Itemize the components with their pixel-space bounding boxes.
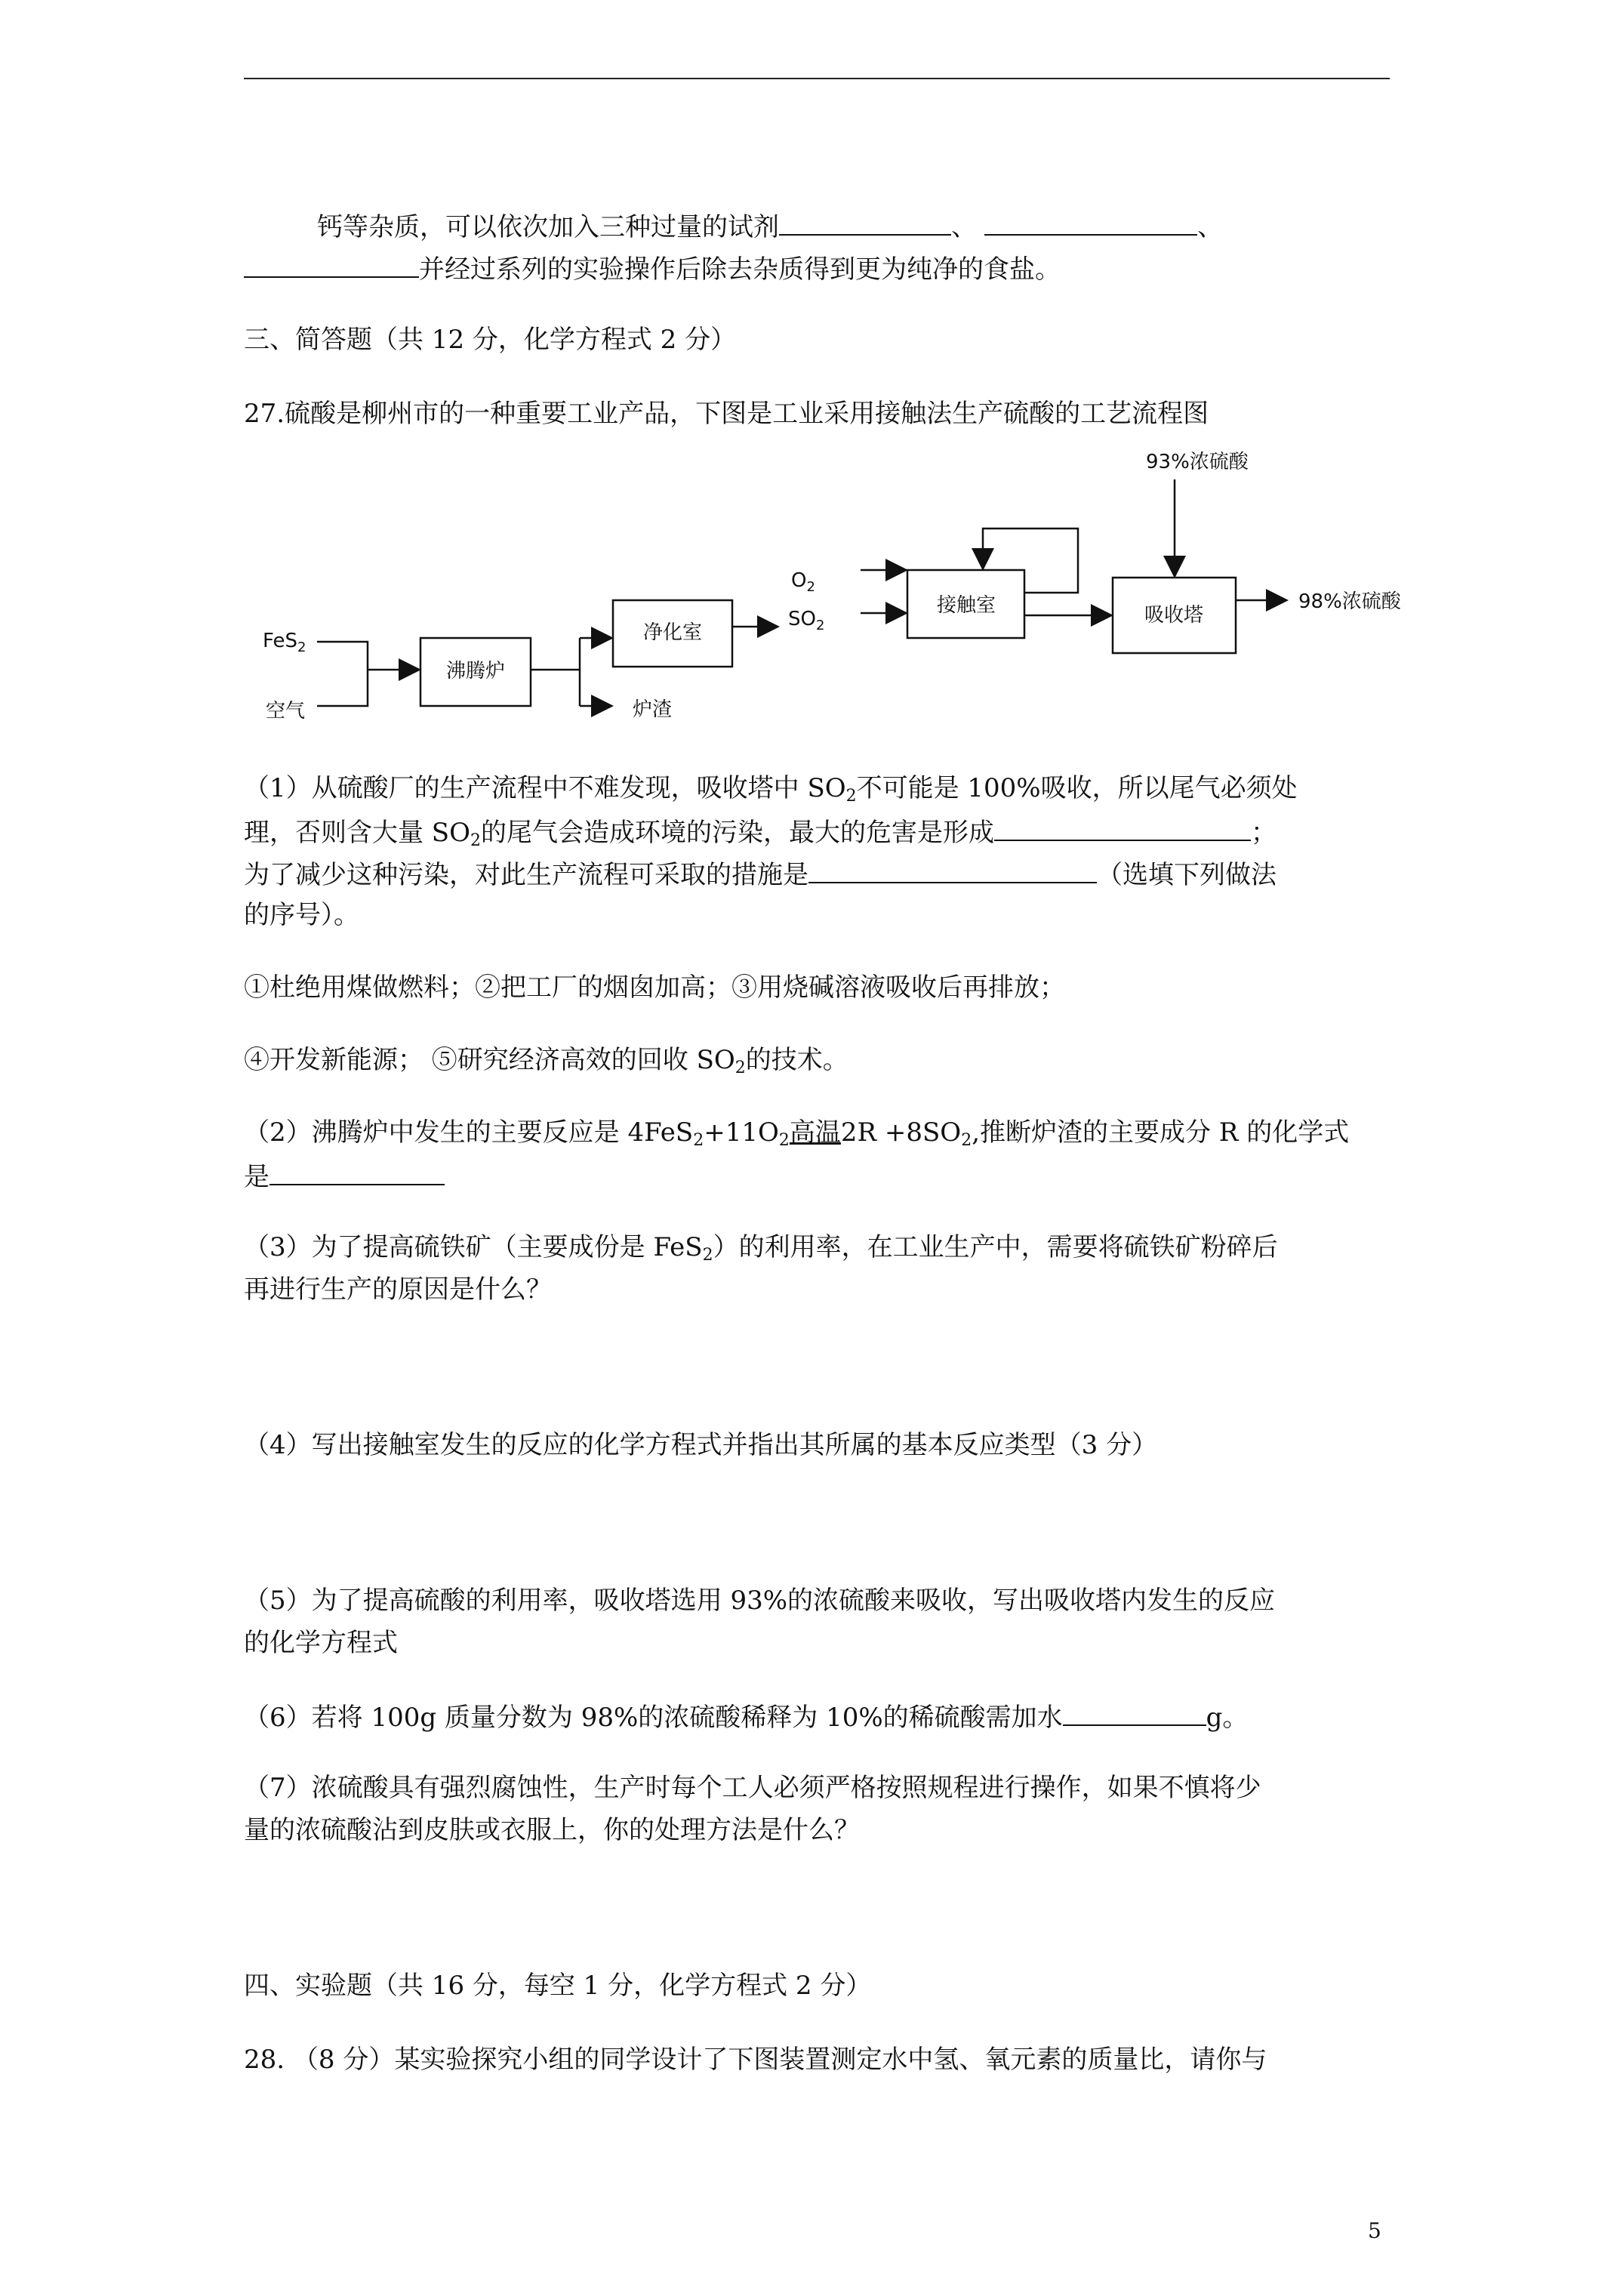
answer-blank[interactable] (808, 858, 1097, 883)
subscript: 2 (693, 1131, 704, 1150)
text-segment: （3）为了提高硫铁矿（主要成份是 FeS (244, 1232, 703, 1262)
recycle-loop (983, 529, 1078, 593)
header-rule (244, 78, 1390, 79)
question-intro: 28. （8 分）某实验探究小组的同学设计了下图装置测定水中氢、氧元素的质量比，请你与 (244, 2045, 1267, 2075)
text-segment: ,推断炉渣的主要成分 R 的化学式 (972, 1117, 1350, 1148)
options-line (244, 1045, 848, 1083)
text-segment: （6）若将 100g 质量分数为 98%的浓硫酸稀释为 10%的稀硫酸需加水 (244, 1703, 1063, 1733)
text-segment: g。 (1206, 1703, 1249, 1733)
text-line (244, 773, 1298, 812)
label-so2: $SO_2$ (788, 608, 825, 633)
text-segment: 、 (951, 212, 977, 242)
text-segment: 的技术。 (745, 1045, 848, 1075)
text-line (244, 1700, 1248, 1733)
text-segment: （1）从硫酸厂的生产流程中不难发现，吸收塔中 SO (244, 773, 846, 803)
label-acid98: 98%浓硫酸 (1298, 590, 1401, 613)
answer-blank[interactable] (994, 815, 1251, 841)
text-segment: 不可能是 100%吸收，所以尾气必须处 (856, 773, 1298, 803)
text-line (317, 210, 1223, 242)
text-segment: 钙等杂质，可以依次加入三种过量的试剂 (317, 212, 779, 242)
text-line (244, 252, 1061, 285)
label-fes2: FeS$_2$ (263, 630, 306, 655)
text-line (244, 815, 1277, 856)
section-title: 三、简答题（共 12 分，化学方程式 2 分） (244, 325, 737, 355)
label-absorb: 吸收塔 (1144, 604, 1204, 627)
process-flow-diagram (0, 445, 1623, 732)
text-segment: 、 (1197, 212, 1223, 242)
text-segment: 的尾气会造成环境的污染，最大的危害是形成 (480, 818, 994, 848)
text-line: 的序号）。 (244, 900, 359, 930)
text-segment: （选填下列做法 (1097, 860, 1277, 890)
label-slag: 炉渣 (633, 698, 673, 721)
subscript: 2 (470, 831, 481, 850)
text-line: （5）为了提高硫酸的利用率，吸收塔选用 93%的浓硫酸来吸收，写出吸收塔内发生的反应 (244, 1586, 1276, 1616)
label-acid93: 93%浓硫酸 (1146, 451, 1249, 473)
subscript: 2 (735, 1059, 746, 1077)
text-line: 的化学方程式 (244, 1628, 398, 1658)
text-segment: ④开发新能源； ⑤研究经济高效的回收 SO (244, 1045, 735, 1075)
label-o2: $O_2$ (791, 569, 815, 595)
answer-blank[interactable] (269, 1160, 445, 1185)
text-line: 再进行生产的原因是什么？ (244, 1274, 552, 1305)
text-line: 量的浓硫酸沾到皮肤或衣服上，你的处理方法是什么？ (244, 1815, 860, 1845)
subscript: 2 (845, 787, 857, 806)
text-line: （4）写出接触室发生的反应的化学方程式并指出其所属的基本反应类型（3 分） (244, 1430, 1158, 1460)
text-segment: 并经过系列的实验操作后除去杂质得到更为纯净的食盐。 (419, 254, 1061, 285)
text-segment: （2）沸腾炉中发生的主要反应是 4FeS (244, 1117, 694, 1148)
text-line (244, 1232, 1278, 1271)
subscript: 2 (961, 1131, 972, 1150)
text-line (244, 858, 1277, 890)
page-number: 5 (1368, 2218, 1381, 2243)
answer-blank[interactable] (779, 210, 951, 236)
text-segment: ； (1250, 818, 1277, 848)
text-segment: +11O (704, 1117, 779, 1148)
feed-bracket (317, 642, 368, 706)
text-line: （7）浓硫酸具有强烈腐蚀性，生产时每个工人必须严格按照规程进行操作，如果不慎将少 (244, 1773, 1261, 1803)
label-air: 空气 (266, 700, 306, 723)
text-line (244, 1117, 1349, 1156)
label-contact: 接触室 (936, 594, 996, 617)
subscript: 2 (702, 1246, 713, 1265)
answer-blank[interactable] (984, 210, 1197, 236)
reaction-condition: 高温 (789, 1117, 841, 1148)
text-segment: 2R +8SO (840, 1117, 962, 1148)
text-line (244, 1160, 445, 1192)
label-purify: 净化室 (642, 621, 703, 644)
text-segment: 为了减少这种污染，对此生产流程可采取的措施是 (244, 860, 808, 890)
answer-blank[interactable] (244, 252, 419, 278)
text-segment: ）的利用率，在工业生产中，需要将硫铁矿粉碎后 (713, 1232, 1278, 1262)
text-segment: 理，否则含大量 SO (244, 818, 470, 848)
answer-blank[interactable] (1063, 1700, 1206, 1726)
options-line: ①杜绝用煤做燃料；②把工厂的烟囱加高；③用烧碱溶液吸收后再排放； (244, 972, 1065, 1003)
subscript: 2 (778, 1131, 790, 1150)
question-intro: 27.硫酸是柳州市的一种重要工业产品，下图是工业采用接触法生产硫酸的工艺流程图 (244, 399, 1209, 429)
label-boiler: 沸腾炉 (445, 660, 506, 683)
text-segment: 是 (244, 1162, 269, 1192)
section-title: 四、实验题（共 16 分，每空 1 分，化学方程式 2 分） (244, 1971, 872, 2001)
